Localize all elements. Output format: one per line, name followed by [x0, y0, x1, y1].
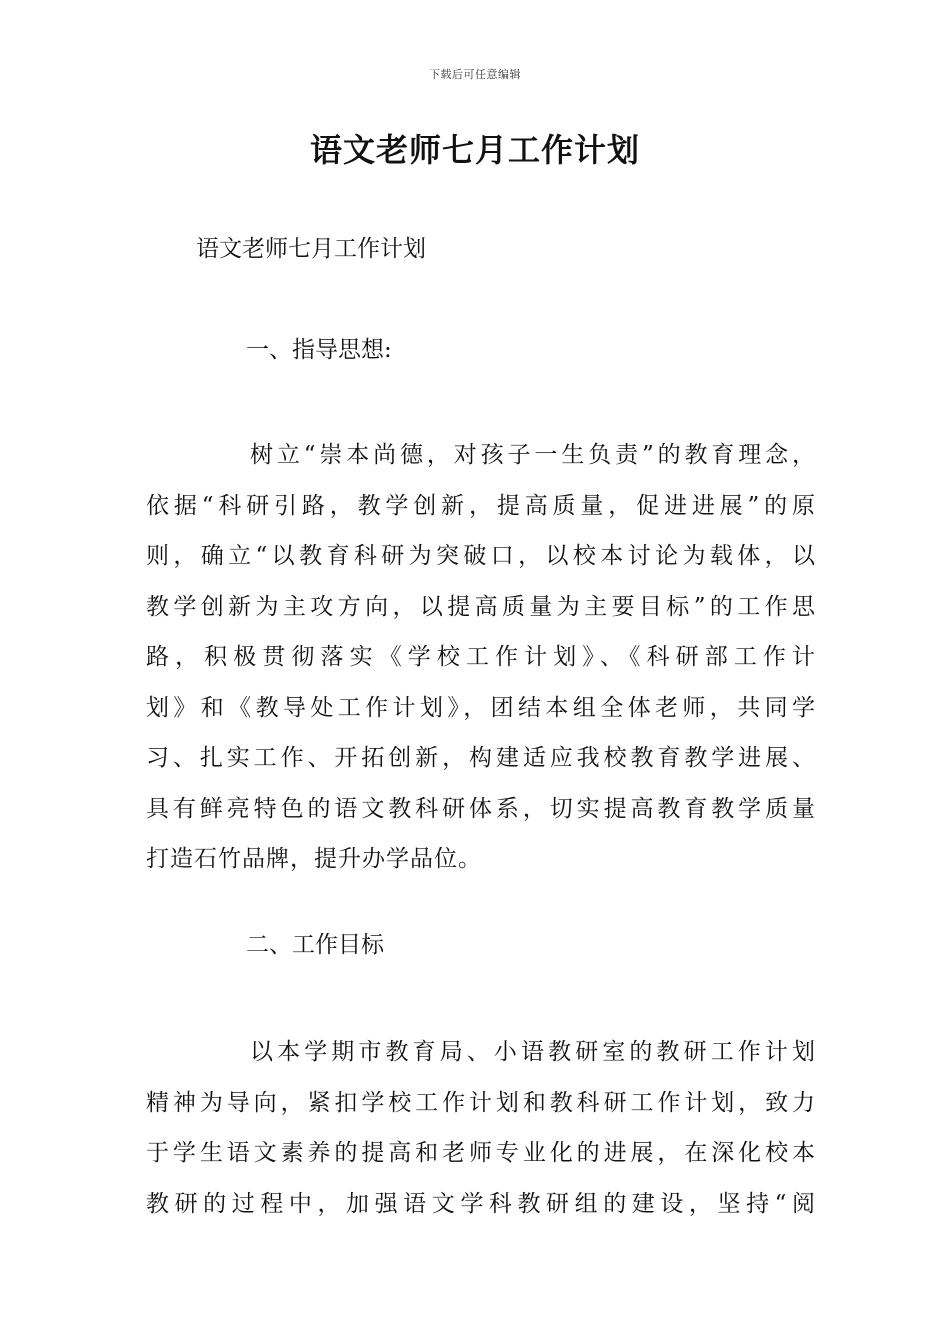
paragraph-line: 打造石竹品牌，提升办学品位。 — [146, 846, 482, 872]
paragraph-line: 路，积极贯彻落实《学校工作计划》、《科研部工作计 — [146, 644, 816, 670]
section-heading-guiding-thought: 一、指导思想: — [246, 337, 392, 363]
document-title: 语文老师七月工作计划 — [309, 131, 640, 169]
paragraph-line: 具有鲜亮特色的语文教科研体系，切实提高教育教学质量 — [146, 795, 816, 822]
paragraph-line: 依据“科研引路，教学创新，提高质量，促进进展”的原 — [146, 492, 816, 519]
paragraph-line: 则，确立“以教育科研为突破口，以校本讨论为载体，以 — [146, 543, 816, 569]
paragraph-line: 以本学期市教育局、小语教研室的教研工作计划 — [250, 1039, 816, 1065]
paragraph-line: 划》和《教导处工作计划》，团结本组全体老师，共同学 — [146, 694, 816, 721]
paragraph-line: 教研的过程中，加强语文学科教研组的建设，坚持“阅 — [146, 1190, 816, 1217]
section-paragraph-guiding-thought — [146, 430, 816, 885]
paragraph-line: 树立“崇本尚德，对孩子一生负责”的教育理念， — [250, 442, 816, 468]
section-heading-work-goals: 二、工作目标 — [246, 932, 384, 958]
header-note: 下载后可任意编辑 — [429, 68, 521, 81]
paragraph-line: 于学生语文素养的提高和老师专业化的进展，在深化校本 — [146, 1140, 816, 1166]
paragraph-line: 精神为导向，紧扣学校工作计划和教科研工作计划，致力 — [146, 1089, 816, 1116]
section-paragraph-work-goals — [146, 1027, 816, 1229]
paragraph-line: 习、扎实工作、开拓创新，构建适应我校教育教学进展、 — [146, 745, 816, 771]
paragraph-line: 教学创新为主攻方向，以提高质量为主要目标”的工作思 — [146, 593, 816, 620]
document-subtitle: 语文老师七月工作计划 — [196, 236, 426, 262]
